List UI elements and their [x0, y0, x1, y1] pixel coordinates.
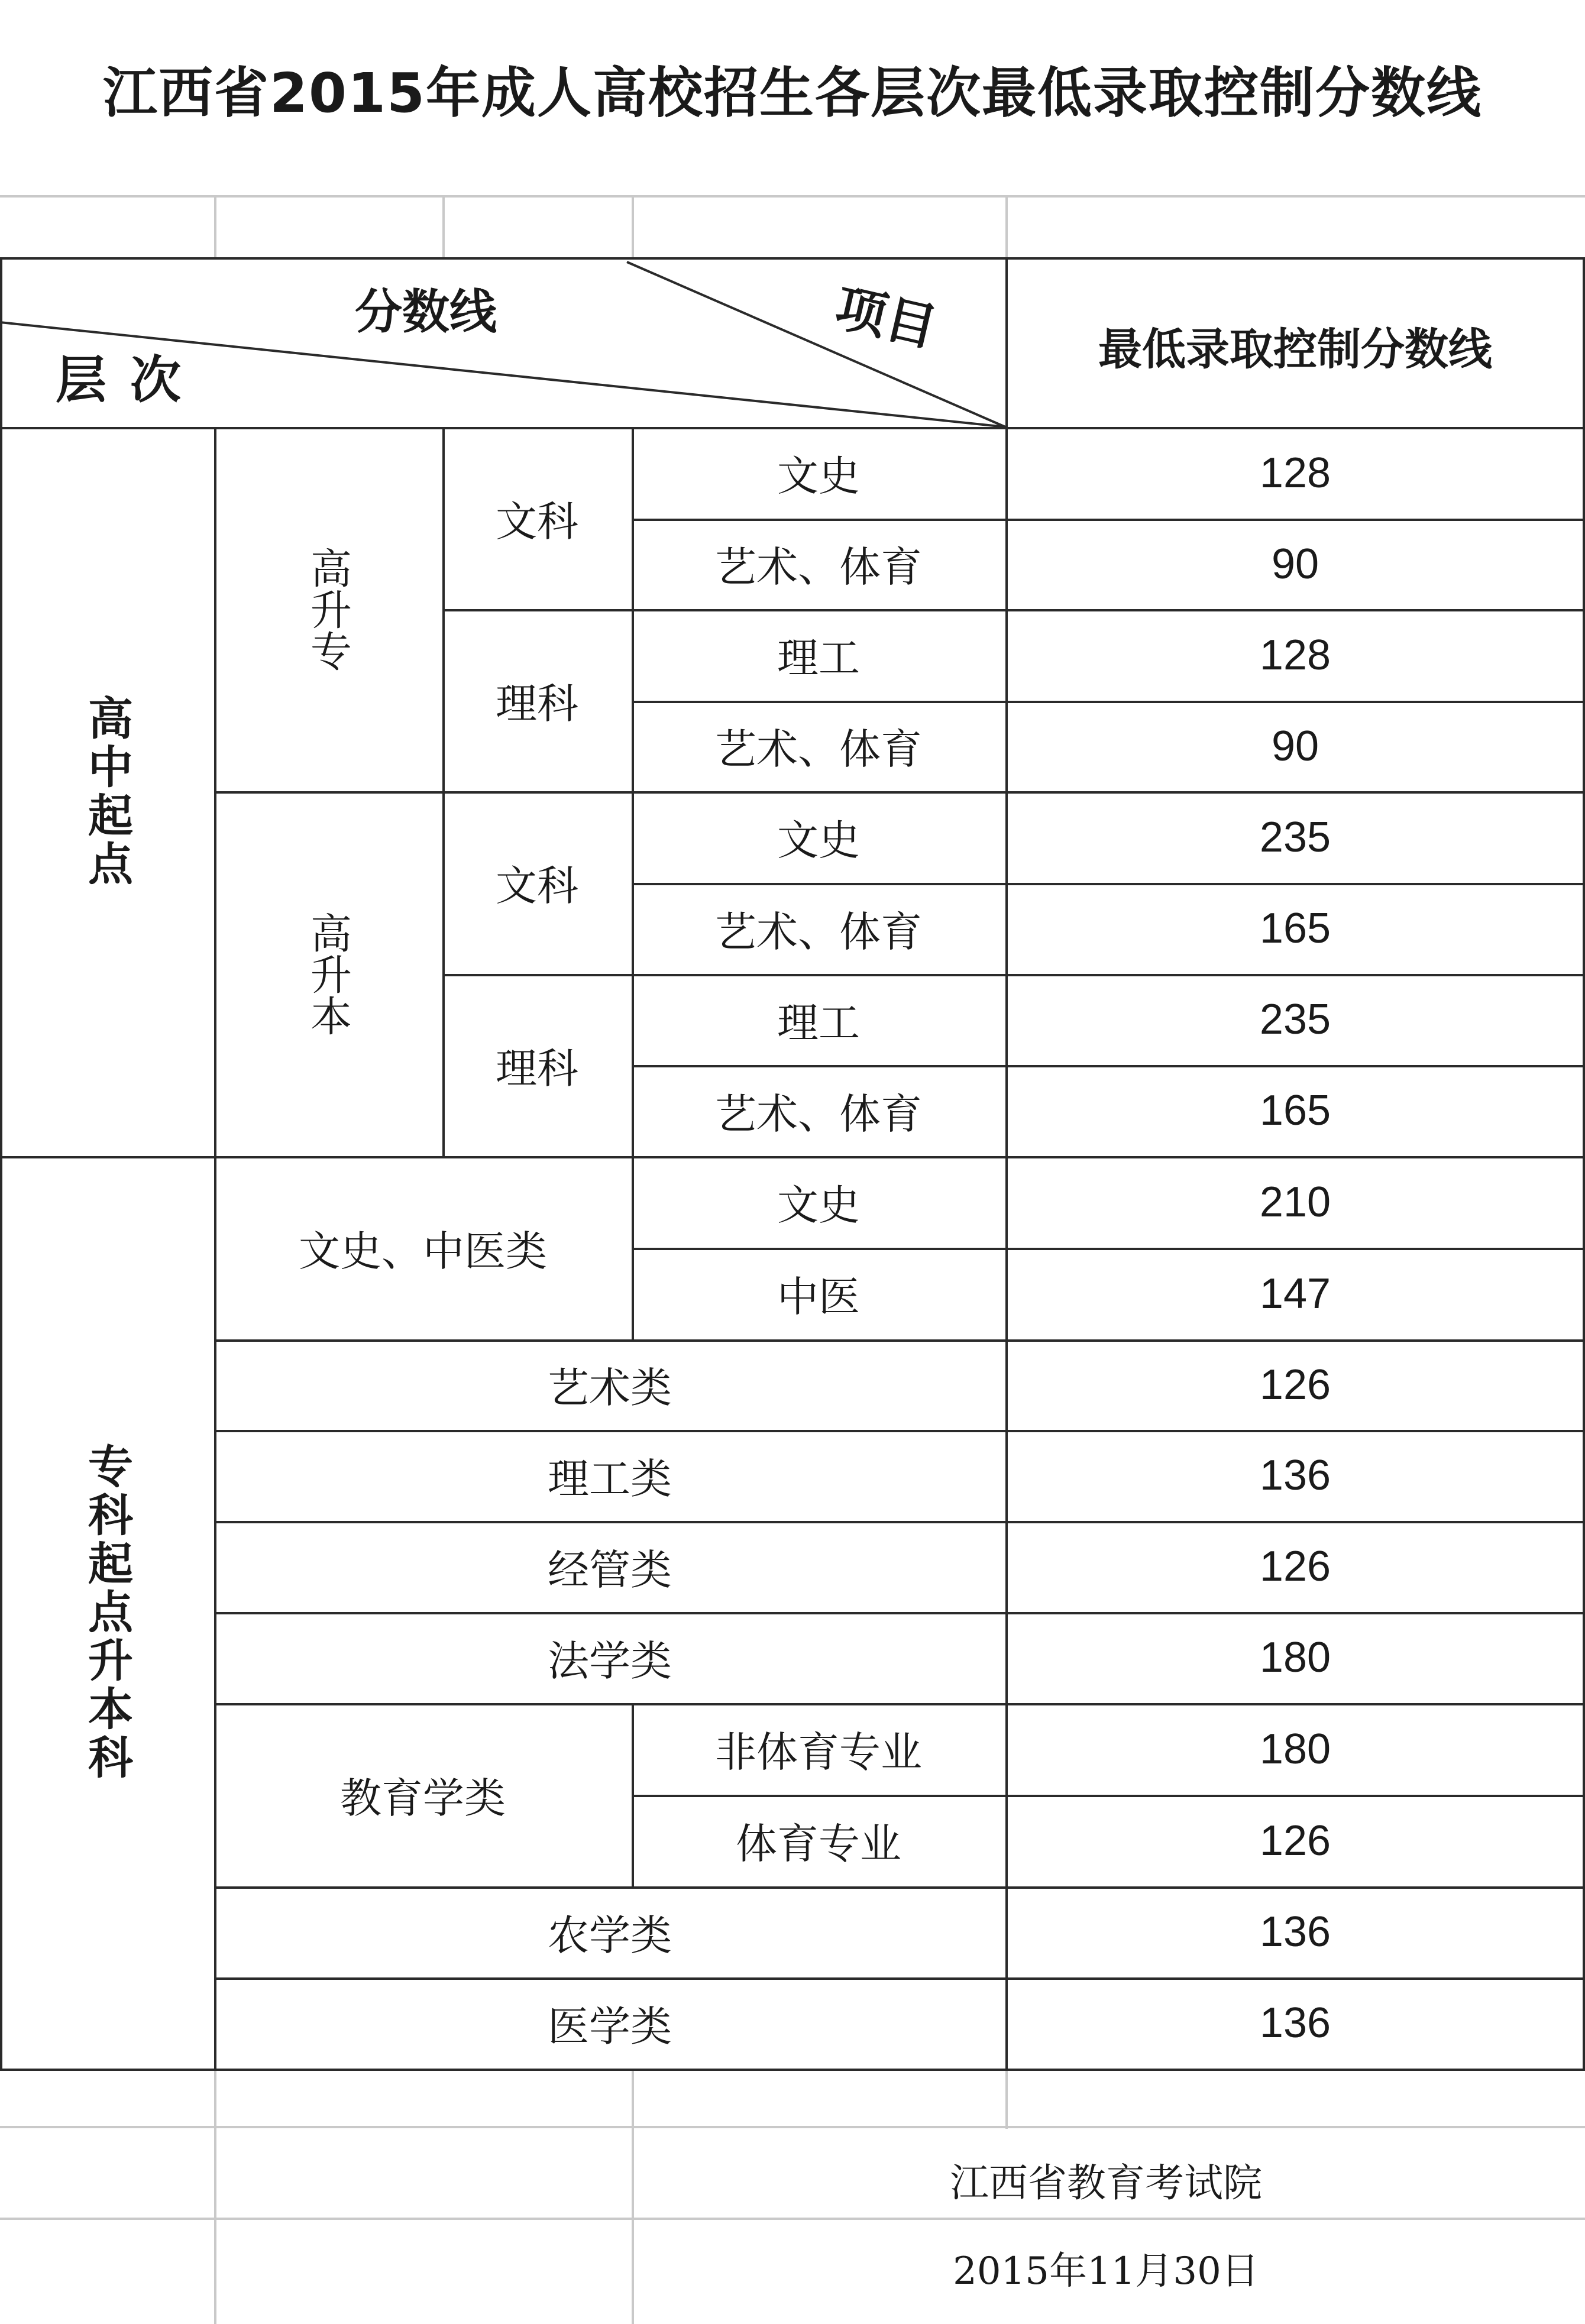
- group-like-2: 理科: [496, 1044, 578, 1093]
- row-score: 136: [1259, 1999, 1331, 2047]
- row-score: 235: [1259, 813, 1331, 861]
- issuing-organization: 江西省教育考试院: [950, 2160, 1262, 2206]
- row-item: 文史: [777, 1181, 860, 1229]
- row-item: 理工: [777, 998, 860, 1047]
- row-item: 理工: [777, 634, 860, 682]
- row-item: 艺术、体育: [715, 725, 922, 773]
- row-score: 210: [1259, 1178, 1331, 1226]
- row-item: 体育专业: [736, 1820, 901, 1868]
- row-item: 中医: [777, 1273, 860, 1321]
- row-score: 136: [1259, 1908, 1331, 1956]
- group-gaoshengzhuan: 高升专: [303, 547, 352, 671]
- row-item: 法学类: [548, 1636, 672, 1685]
- header-item: 项目: [830, 277, 943, 358]
- row-item: 文史: [777, 816, 860, 865]
- row-item: 艺术、体育: [715, 1089, 922, 1138]
- row-score: 235: [1259, 996, 1331, 1043]
- group-wenke-1: 文科: [496, 497, 578, 546]
- row-score: 126: [1259, 1361, 1331, 1409]
- row-item: 理工类: [548, 1454, 672, 1503]
- header-min-score: 最低录取控制分数线: [1098, 324, 1492, 375]
- row-item: 艺术、体育: [715, 907, 922, 956]
- header-level: 层次: [56, 351, 205, 410]
- row-item: 艺术类: [548, 1364, 672, 1412]
- group-wenke-2: 文科: [496, 862, 578, 910]
- section-gaozhong-qidian: 高中起点: [80, 694, 134, 889]
- row-item: 非体育专业: [715, 1728, 922, 1776]
- section-zhuanke-qidian: 专科起点升本科: [80, 1442, 134, 1782]
- row-score: 128: [1259, 449, 1331, 497]
- row-score: 147: [1259, 1270, 1331, 1318]
- group-jiaoyu: 教育学类: [340, 1773, 506, 1823]
- header-score-line: 分数线: [355, 284, 497, 339]
- group-gaoshengben: 高升本: [303, 911, 352, 1036]
- group-like-1: 理科: [496, 679, 578, 728]
- row-item: 文史: [777, 452, 860, 500]
- row-item: 农学类: [548, 1911, 672, 1960]
- group-wenshi-zhongyi: 文史、中医类: [299, 1226, 547, 1276]
- row-score: 165: [1259, 905, 1331, 952]
- row-score: 126: [1259, 1543, 1331, 1590]
- row-item: 经管类: [548, 1545, 672, 1594]
- row-score: 128: [1259, 631, 1331, 679]
- row-score: 180: [1259, 1725, 1331, 1773]
- row-score: 126: [1259, 1817, 1331, 1865]
- row-score: 90: [1271, 540, 1319, 588]
- issue-date: 2015年11月30日: [953, 2249, 1259, 2293]
- row-score: 165: [1259, 1087, 1331, 1134]
- row-item: 艺术、体育: [715, 543, 922, 591]
- row-item: 医学类: [548, 2002, 672, 2051]
- page-title: 江西省2015年成人高校招生各层次最低录取控制分数线: [102, 62, 1483, 125]
- row-score: 180: [1259, 1634, 1331, 1681]
- row-score: 90: [1271, 722, 1319, 770]
- row-score: 136: [1259, 1452, 1331, 1499]
